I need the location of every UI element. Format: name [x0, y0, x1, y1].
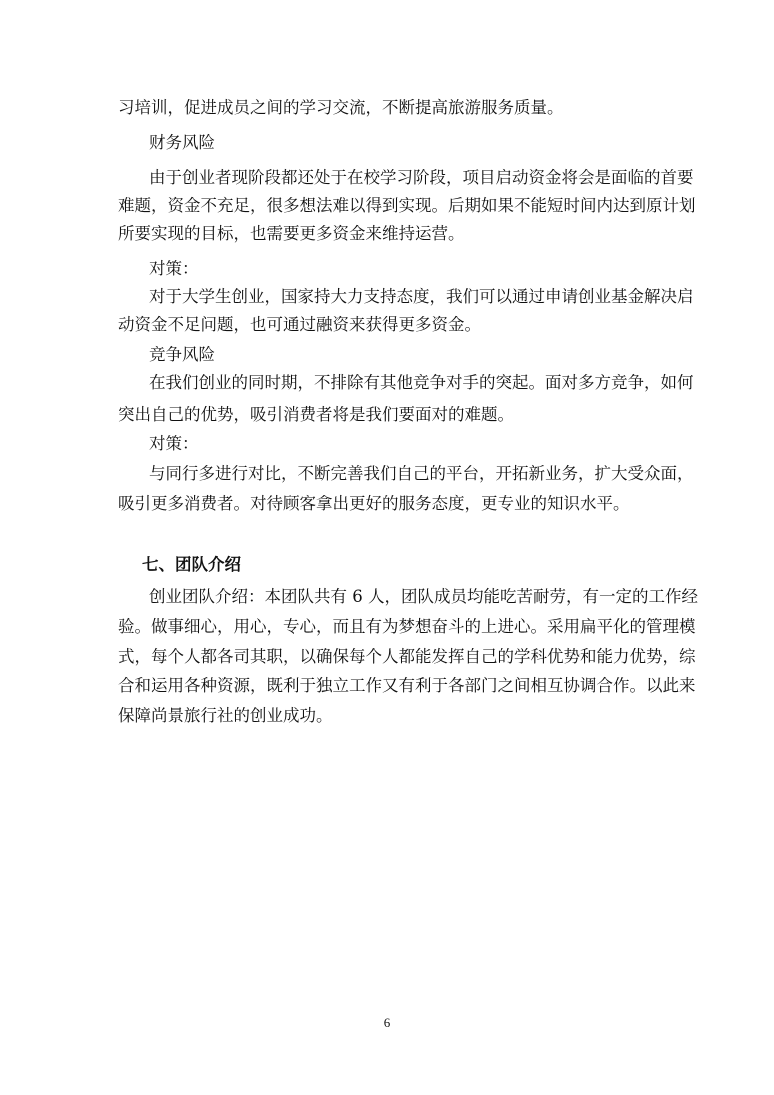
- competition-risk-title: 竞争风险: [149, 345, 215, 364]
- paragraph-line: 在我们创业的同时期，不排除有其他竞争对手的突起。面对多方竞争，如何: [149, 373, 694, 392]
- paragraph-line: 验。做事细心，用心，专心，而且有为梦想奋斗的上进心。采用扁平化的管理模: [118, 617, 696, 636]
- paragraph-line: 动资金不足问题，也可通过融资来获得更多资金。: [118, 315, 481, 334]
- countermeasure-title: 对策：: [149, 259, 199, 278]
- section-heading: 七、团队介绍: [142, 555, 241, 574]
- paragraph-line: 合和运用各种资源，既利于独立工作又有利于各部门之间相互协调合作。以此来: [118, 676, 696, 695]
- paragraph-line: 难题，资金不充足，很多想法难以得到实现。后期如果不能短时间内达到原计划: [118, 196, 696, 215]
- paragraph-line: 习培训，促进成员之间的学习交流，不断提高旅游服务质量。: [118, 98, 564, 117]
- paragraph-line: 对于大学生创业，国家持大力支持态度，我们可以通过申请创业基金解决启: [149, 287, 694, 306]
- page-number: 6: [383, 1015, 391, 1030]
- finance-risk-title: 财务风险: [149, 133, 215, 152]
- paragraph-line: 与同行多进行对比，不断完善我们自己的平台，开拓新业务，扩大受众面，: [149, 464, 694, 483]
- paragraph-line: 由于创业者现阶段都还处于在校学习阶段，项目启动资金将会是面临的首要: [149, 168, 694, 187]
- paragraph-line: 突出自己的优势，吸引消费者将是我们要面对的难题。: [118, 405, 514, 424]
- paragraph-line: 所要实现的目标，也需要更多资金来维持运营。: [118, 224, 465, 243]
- paragraph-line: 式，每个人都各司其职，以确保每个人都能发挥自己的学科优势和能力优势，综: [118, 647, 696, 666]
- paragraph-line: 创业团队介绍：本团队共有 6 人，团队成员均能吃苦耐劳，有一定的工作经: [149, 587, 698, 606]
- paragraph-line: 吸引更多消费者。对待顾客拿出更好的服务态度，更专业的知识水平。: [118, 494, 630, 513]
- paragraph-line: 保障尚景旅行社的创业成功。: [118, 706, 333, 725]
- countermeasure-title: 对策：: [149, 434, 199, 453]
